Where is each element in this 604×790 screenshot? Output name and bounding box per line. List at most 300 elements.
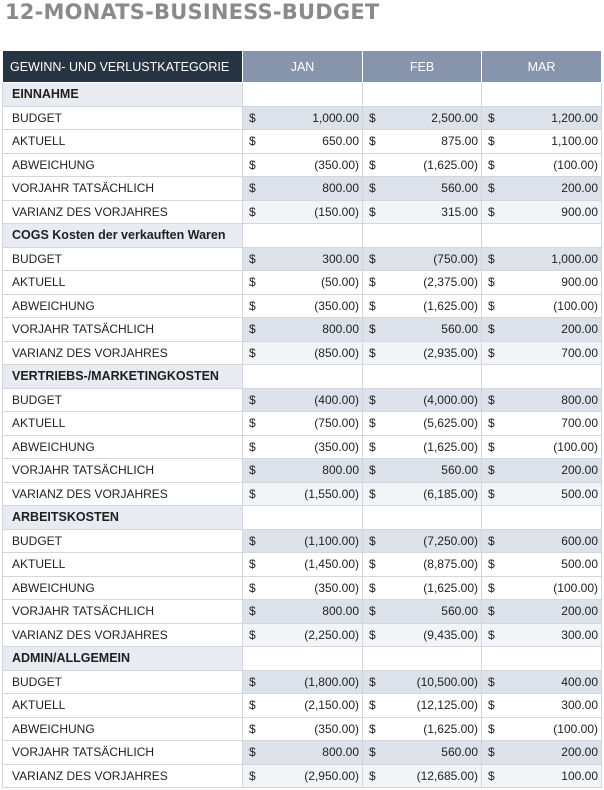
currency-symbol: $ xyxy=(249,134,256,148)
section-title[interactable]: EINNAHME xyxy=(3,83,243,107)
value-cell-jan[interactable] xyxy=(243,130,363,154)
currency-symbol: $ xyxy=(249,322,256,336)
row-label[interactable]: VARIANZ DES VORJAHRES xyxy=(3,482,243,506)
amount-value: (1,625.00) xyxy=(423,580,478,595)
table-row xyxy=(3,576,602,600)
currency-symbol: $ xyxy=(369,204,376,219)
amount-value: (350.00) xyxy=(314,157,359,172)
amount-value: 900.00 xyxy=(561,275,598,289)
value-cell-feb[interactable] xyxy=(363,177,482,201)
amount-value: (12,685.00) xyxy=(416,768,478,783)
amount-value: (1,625.00) xyxy=(423,298,478,313)
currency-symbol: $ xyxy=(249,204,256,219)
amount-value: (1,625.00) xyxy=(423,157,478,172)
amount-value: (750.00) xyxy=(314,416,359,430)
currency-symbol: $ xyxy=(369,533,376,548)
currency-symbol: $ xyxy=(249,721,256,736)
currency-symbol: $ xyxy=(369,110,376,125)
amount-value: (2,935.00) xyxy=(423,345,478,360)
table-row xyxy=(3,623,602,647)
value-cell-jan[interactable] xyxy=(243,247,363,271)
table-row xyxy=(3,764,602,788)
currency-symbol: $ xyxy=(249,486,256,501)
currency-symbol: $ xyxy=(249,533,256,548)
amount-value: (350.00) xyxy=(314,298,359,313)
amount-value: 400.00 xyxy=(561,674,598,689)
value-cell-jan[interactable] xyxy=(243,412,363,436)
value-cell-mar[interactable] xyxy=(482,388,602,412)
table-body xyxy=(3,83,602,788)
amount-value: 560.00 xyxy=(441,745,478,759)
value-cell-feb[interactable] xyxy=(363,247,482,271)
value-cell-feb[interactable] xyxy=(363,600,482,624)
amount-value: 1,200.00 xyxy=(551,110,598,125)
row-label[interactable]: AKTUELL xyxy=(3,271,243,295)
amount-value: 800.00 xyxy=(322,604,359,618)
month-column-header-feb[interactable]: FEB xyxy=(363,51,482,83)
section-header-row xyxy=(3,83,602,107)
currency-symbol: $ xyxy=(488,298,495,313)
amount-value: 700.00 xyxy=(561,345,598,360)
value-cell-mar[interactable] xyxy=(482,412,602,436)
currency-symbol: $ xyxy=(369,181,376,195)
empty-cell[interactable] xyxy=(363,506,482,530)
value-cell-jan[interactable] xyxy=(243,435,363,459)
amount-value: 100.00 xyxy=(561,768,598,783)
value-cell-feb[interactable] xyxy=(363,694,482,718)
row-label[interactable]: VORJAHR TATSÄCHLICH xyxy=(3,459,243,483)
row-label[interactable]: ABWEICHUNG xyxy=(3,717,243,741)
currency-symbol: $ xyxy=(369,745,376,759)
row-label[interactable]: BUDGET xyxy=(3,388,243,412)
currency-symbol: $ xyxy=(488,157,495,172)
amount-value: (7,250.00) xyxy=(423,533,478,548)
amount-value: 560.00 xyxy=(441,322,478,336)
value-cell-jan[interactable] xyxy=(243,153,363,177)
value-cell-feb[interactable] xyxy=(363,670,482,694)
table-row xyxy=(3,341,602,365)
value-cell-mar[interactable] xyxy=(482,482,602,506)
empty-cell[interactable] xyxy=(482,506,602,530)
row-label[interactable]: VORJAHR TATSÄCHLICH xyxy=(3,177,243,201)
currency-symbol: $ xyxy=(249,604,256,618)
value-cell-feb[interactable] xyxy=(363,200,482,224)
empty-cell[interactable] xyxy=(482,83,602,107)
amount-value: (150.00) xyxy=(314,204,359,219)
value-cell-feb[interactable] xyxy=(363,717,482,741)
amount-value: (4,000.00) xyxy=(423,392,478,407)
amount-value: 200.00 xyxy=(561,463,598,477)
currency-symbol: $ xyxy=(369,627,376,642)
section-title[interactable]: COGS Kosten der verkauften Waren xyxy=(3,224,243,248)
value-cell-jan[interactable] xyxy=(243,576,363,600)
currency-symbol: $ xyxy=(488,204,495,219)
amount-value: (6,185.00) xyxy=(423,486,478,501)
row-label[interactable]: AKTUELL xyxy=(3,130,243,154)
value-cell-mar[interactable] xyxy=(482,153,602,177)
currency-symbol: $ xyxy=(488,275,495,289)
value-cell-feb[interactable] xyxy=(363,623,482,647)
amount-value: 650.00 xyxy=(322,134,359,148)
currency-symbol: $ xyxy=(369,698,376,712)
row-label[interactable]: BUDGET xyxy=(3,247,243,271)
amount-value: 315.00 xyxy=(441,204,478,219)
table-row xyxy=(3,247,602,271)
row-label[interactable]: AKTUELL xyxy=(3,553,243,577)
value-cell-feb[interactable] xyxy=(363,412,482,436)
amount-value: 875.00 xyxy=(441,134,478,148)
currency-symbol: $ xyxy=(249,745,256,759)
value-cell-mar[interactable] xyxy=(482,200,602,224)
amount-value: (350.00) xyxy=(314,580,359,595)
currency-symbol: $ xyxy=(369,604,376,618)
amount-value: (5,625.00) xyxy=(423,416,478,430)
amount-value: 700.00 xyxy=(561,416,598,430)
currency-symbol: $ xyxy=(488,181,495,195)
amount-value: 1,100.00 xyxy=(551,134,598,148)
value-cell-jan[interactable] xyxy=(243,318,363,342)
value-cell-jan[interactable] xyxy=(243,388,363,412)
empty-cell[interactable] xyxy=(363,647,482,671)
amount-value: (9,435.00) xyxy=(423,627,478,642)
section-title[interactable]: VERTRIEBS-/MARKETINGKOSTEN xyxy=(3,365,243,389)
value-cell-jan[interactable] xyxy=(243,529,363,553)
value-cell-feb[interactable] xyxy=(363,482,482,506)
currency-symbol: $ xyxy=(369,416,376,430)
value-cell-jan[interactable] xyxy=(243,600,363,624)
amount-value: 300.00 xyxy=(561,698,598,712)
value-cell-mar[interactable] xyxy=(482,764,602,788)
currency-symbol: $ xyxy=(369,251,376,266)
table-row xyxy=(3,106,602,130)
amount-value: (50.00) xyxy=(320,275,359,289)
amount-value: (1,625.00) xyxy=(423,439,478,454)
value-cell-feb[interactable] xyxy=(363,318,482,342)
amount-value: (1,625.00) xyxy=(423,721,478,736)
value-cell-mar[interactable] xyxy=(482,670,602,694)
amount-value: (100.00) xyxy=(553,298,598,313)
row-label[interactable]: ABWEICHUNG xyxy=(3,294,243,318)
value-cell-mar[interactable] xyxy=(482,271,602,295)
value-cell-mar[interactable] xyxy=(482,717,602,741)
table-row xyxy=(3,553,602,577)
empty-cell[interactable] xyxy=(243,224,363,248)
currency-symbol: $ xyxy=(369,275,376,289)
empty-cell[interactable] xyxy=(243,647,363,671)
amount-value: (2,250.00) xyxy=(304,627,359,642)
value-cell-feb[interactable] xyxy=(363,435,482,459)
amount-value: (1,550.00) xyxy=(304,486,359,501)
value-cell-jan[interactable] xyxy=(243,553,363,577)
amount-value: 800.00 xyxy=(322,745,359,759)
amount-value: (1,100.00) xyxy=(304,533,359,548)
value-cell-feb[interactable] xyxy=(363,764,482,788)
amount-value: 800.00 xyxy=(322,463,359,477)
value-cell-feb[interactable] xyxy=(363,576,482,600)
row-label[interactable]: VARIANZ DES VORJAHRES xyxy=(3,341,243,365)
table-row xyxy=(3,459,602,483)
currency-symbol: $ xyxy=(369,674,376,689)
currency-symbol: $ xyxy=(249,345,256,360)
amount-value: (1,450.00) xyxy=(304,557,359,571)
amount-value: (100.00) xyxy=(553,721,598,736)
table-row xyxy=(3,200,602,224)
currency-symbol: $ xyxy=(488,251,495,266)
value-cell-jan[interactable] xyxy=(243,177,363,201)
table-row xyxy=(3,741,602,765)
currency-symbol: $ xyxy=(369,463,376,477)
currency-symbol: $ xyxy=(369,134,376,148)
currency-symbol: $ xyxy=(488,439,495,454)
month-column-header-mar[interactable]: MAR xyxy=(482,51,602,83)
value-cell-feb[interactable] xyxy=(363,130,482,154)
value-cell-mar[interactable] xyxy=(482,529,602,553)
amount-value: 600.00 xyxy=(561,533,598,548)
currency-symbol: $ xyxy=(488,721,495,736)
empty-cell[interactable] xyxy=(243,365,363,389)
amount-value: (350.00) xyxy=(314,721,359,736)
table-row xyxy=(3,388,602,412)
value-cell-mar[interactable] xyxy=(482,459,602,483)
value-cell-feb[interactable] xyxy=(363,529,482,553)
table-row xyxy=(3,435,602,459)
value-cell-feb[interactable] xyxy=(363,153,482,177)
row-label[interactable]: BUDGET xyxy=(3,529,243,553)
amount-value: 500.00 xyxy=(561,557,598,571)
amount-value: (8,875.00) xyxy=(423,557,478,571)
amount-value: 1,000.00 xyxy=(312,110,359,125)
currency-symbol: $ xyxy=(488,674,495,689)
currency-symbol: $ xyxy=(249,674,256,689)
value-cell-mar[interactable] xyxy=(482,177,602,201)
currency-symbol: $ xyxy=(488,110,495,125)
value-cell-feb[interactable] xyxy=(363,459,482,483)
currency-symbol: $ xyxy=(488,392,495,407)
value-cell-mar[interactable] xyxy=(482,247,602,271)
table-row xyxy=(3,482,602,506)
table-row xyxy=(3,412,602,436)
row-label[interactable]: BUDGET xyxy=(3,106,243,130)
empty-cell[interactable] xyxy=(482,224,602,248)
section-title[interactable]: ARBEITSKOSTEN xyxy=(3,506,243,530)
value-cell-feb[interactable] xyxy=(363,271,482,295)
currency-symbol: $ xyxy=(369,439,376,454)
value-cell-jan[interactable] xyxy=(243,200,363,224)
month-column-header-jan[interactable]: JAN xyxy=(243,51,363,83)
amount-value: (100.00) xyxy=(553,157,598,172)
amount-value: (2,150.00) xyxy=(304,698,359,712)
value-cell-mar[interactable] xyxy=(482,318,602,342)
section-header-row xyxy=(3,224,602,248)
row-label[interactable]: VARIANZ DES VORJAHRES xyxy=(3,200,243,224)
value-cell-feb[interactable] xyxy=(363,388,482,412)
row-label[interactable]: AKTUELL xyxy=(3,412,243,436)
value-cell-jan[interactable] xyxy=(243,623,363,647)
currency-symbol: $ xyxy=(488,463,495,477)
currency-symbol: $ xyxy=(249,392,256,407)
currency-symbol: $ xyxy=(488,768,495,783)
value-cell-mar[interactable] xyxy=(482,130,602,154)
amount-value: (100.00) xyxy=(553,439,598,454)
currency-symbol: $ xyxy=(249,181,256,195)
value-cell-feb[interactable] xyxy=(363,741,482,765)
value-cell-mar[interactable] xyxy=(482,694,602,718)
value-cell-jan[interactable] xyxy=(243,717,363,741)
currency-symbol: $ xyxy=(488,627,495,642)
section-header-row xyxy=(3,365,602,389)
amount-value: (12,125.00) xyxy=(416,698,478,712)
row-label[interactable]: VARIANZ DES VORJAHRES xyxy=(3,623,243,647)
table-row xyxy=(3,271,602,295)
empty-cell[interactable] xyxy=(482,647,602,671)
page-title: 12-MONATS-BUSINESS-BUDGET xyxy=(5,0,380,24)
amount-value: 800.00 xyxy=(322,322,359,336)
value-cell-feb[interactable] xyxy=(363,294,482,318)
amount-value: 560.00 xyxy=(441,463,478,477)
row-label[interactable]: ABWEICHUNG xyxy=(3,153,243,177)
value-cell-jan[interactable] xyxy=(243,106,363,130)
currency-symbol: $ xyxy=(249,439,256,454)
value-cell-jan[interactable] xyxy=(243,741,363,765)
empty-cell[interactable] xyxy=(363,224,482,248)
value-cell-mar[interactable] xyxy=(482,600,602,624)
value-cell-mar[interactable] xyxy=(482,435,602,459)
currency-symbol: $ xyxy=(249,298,256,313)
currency-symbol: $ xyxy=(369,298,376,313)
row-label[interactable]: VORJAHR TATSÄCHLICH xyxy=(3,741,243,765)
currency-symbol: $ xyxy=(369,157,376,172)
amount-value: (2,375.00) xyxy=(423,275,478,289)
currency-symbol: $ xyxy=(369,557,376,571)
amount-value: 2,500.00 xyxy=(431,110,478,125)
row-label[interactable]: ABWEICHUNG xyxy=(3,435,243,459)
currency-symbol: $ xyxy=(488,486,495,501)
amount-value: 560.00 xyxy=(441,604,478,618)
currency-symbol: $ xyxy=(488,698,495,712)
value-cell-jan[interactable] xyxy=(243,341,363,365)
amount-value: 1,000.00 xyxy=(551,251,598,266)
currency-symbol: $ xyxy=(369,768,376,783)
amount-value: 300.00 xyxy=(561,627,598,642)
currency-symbol: $ xyxy=(488,134,495,148)
empty-cell[interactable] xyxy=(243,83,363,107)
row-label[interactable]: BUDGET xyxy=(3,670,243,694)
amount-value: (10,500.00) xyxy=(416,674,478,689)
currency-symbol: $ xyxy=(369,580,376,595)
amount-value: 900.00 xyxy=(561,204,598,219)
table-row xyxy=(3,717,602,741)
row-label[interactable]: ABWEICHUNG xyxy=(3,576,243,600)
value-cell-mar[interactable] xyxy=(482,623,602,647)
currency-symbol: $ xyxy=(488,345,495,360)
currency-symbol: $ xyxy=(249,463,256,477)
currency-symbol: $ xyxy=(249,416,256,430)
value-cell-mar[interactable] xyxy=(482,553,602,577)
amount-value: 200.00 xyxy=(561,181,598,195)
table-row xyxy=(3,694,602,718)
amount-value: 200.00 xyxy=(561,604,598,618)
value-cell-jan[interactable] xyxy=(243,482,363,506)
amount-value: 300.00 xyxy=(322,251,359,266)
amount-value: 200.00 xyxy=(561,322,598,336)
row-label[interactable]: VORJAHR TATSÄCHLICH xyxy=(3,600,243,624)
currency-symbol: $ xyxy=(488,322,495,336)
currency-symbol: $ xyxy=(249,157,256,172)
currency-symbol: $ xyxy=(249,698,256,712)
value-cell-jan[interactable] xyxy=(243,294,363,318)
table-row xyxy=(3,130,602,154)
value-cell-jan[interactable] xyxy=(243,271,363,295)
currency-symbol: $ xyxy=(249,627,256,642)
amount-value: (100.00) xyxy=(553,580,598,595)
currency-symbol: $ xyxy=(369,721,376,736)
value-cell-jan[interactable] xyxy=(243,764,363,788)
section-header-row xyxy=(3,647,602,671)
amount-value: 500.00 xyxy=(561,486,598,501)
value-cell-jan[interactable] xyxy=(243,459,363,483)
currency-symbol: $ xyxy=(249,580,256,595)
empty-cell[interactable] xyxy=(482,365,602,389)
amount-value: 200.00 xyxy=(561,745,598,759)
value-cell-jan[interactable] xyxy=(243,670,363,694)
currency-symbol: $ xyxy=(488,580,495,595)
table-row xyxy=(3,294,602,318)
amount-value: (2,950.00) xyxy=(304,768,359,783)
empty-cell[interactable] xyxy=(363,365,482,389)
table-row xyxy=(3,153,602,177)
currency-symbol: $ xyxy=(369,486,376,501)
section-header-row xyxy=(3,506,602,530)
category-column-header[interactable]: GEWINN- UND VERLUSTKATEGORIE xyxy=(3,51,243,83)
value-cell-mar[interactable] xyxy=(482,106,602,130)
currency-symbol: $ xyxy=(488,416,495,430)
row-label[interactable]: VORJAHR TATSÄCHLICH xyxy=(3,318,243,342)
amount-value: 800.00 xyxy=(322,181,359,195)
empty-cell[interactable] xyxy=(243,506,363,530)
value-cell-mar[interactable] xyxy=(482,576,602,600)
currency-symbol: $ xyxy=(488,745,495,759)
currency-symbol: $ xyxy=(249,557,256,571)
amount-value: (750.00) xyxy=(433,251,478,266)
value-cell-mar[interactable] xyxy=(482,741,602,765)
currency-symbol: $ xyxy=(369,345,376,360)
value-cell-feb[interactable] xyxy=(363,341,482,365)
currency-symbol: $ xyxy=(488,604,495,618)
currency-symbol: $ xyxy=(249,110,256,125)
row-label[interactable]: VARIANZ DES VORJAHRES xyxy=(3,764,243,788)
currency-symbol: $ xyxy=(488,533,495,548)
table-row xyxy=(3,177,602,201)
empty-cell[interactable] xyxy=(363,83,482,107)
amount-value: (1,800.00) xyxy=(304,674,359,689)
currency-symbol: $ xyxy=(249,251,256,266)
table-row xyxy=(3,529,602,553)
value-cell-jan[interactable] xyxy=(243,694,363,718)
amount-value: (850.00) xyxy=(314,345,359,360)
section-title[interactable]: ADMIN/ALLGEMEIN xyxy=(3,647,243,671)
value-cell-feb[interactable] xyxy=(363,553,482,577)
currency-symbol: $ xyxy=(249,768,256,783)
table-header-row xyxy=(3,51,602,83)
row-label[interactable]: AKTUELL xyxy=(3,694,243,718)
value-cell-mar[interactable] xyxy=(482,294,602,318)
table-row xyxy=(3,670,602,694)
amount-value: (400.00) xyxy=(314,392,359,407)
currency-symbol: $ xyxy=(488,557,495,571)
value-cell-feb[interactable] xyxy=(363,106,482,130)
value-cell-mar[interactable] xyxy=(482,341,602,365)
currency-symbol: $ xyxy=(249,275,256,289)
